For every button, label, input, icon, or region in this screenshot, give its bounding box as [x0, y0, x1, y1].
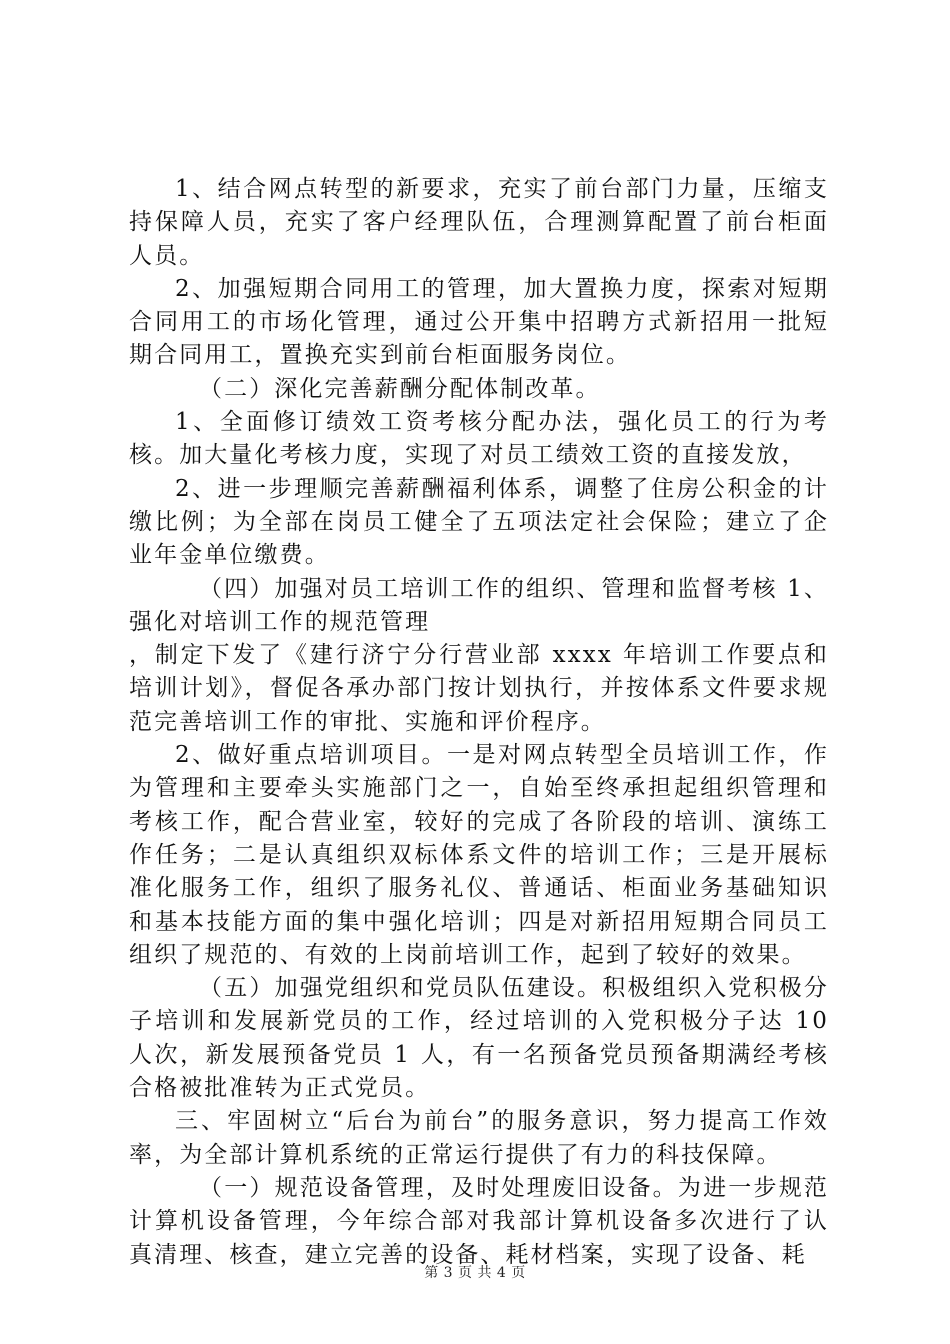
document-body [129, 173, 829, 1272]
paragraph-welfare-system: 2、进一步理顺完善薪酬福利体系，调整了住房公积金的计缴比例；为全部在岗员工健全了五项法定社会保险；建立了企业年金单位缴费。 [129, 475, 829, 569]
section-heading-party-building: （五）加强党组织和党员队伍建设。积极组织入党积极分子培训和发展新党员的工作，经过培训的入党积极分子达 10 人次，新发展预备党员 1 人，有一名预备党员预备期满经考核合格被批准转为正式党员。 [129, 975, 829, 1102]
paragraph-staffing-front-desk: 1、结合网点转型的新要求，充实了前台部门力量，压缩支持保障人员，充实了客户经理队伍，合理测算配置了前台柜面人员。 [129, 176, 829, 269]
paragraph-key-training-projects: 2、做好重点培训项目。一是对网点转型全员培训工作，作为管理和主要牵头实施部门之一，自始至终承担起组织管理和考核工作，配合营业室，较好的完成了各阶段的培训、演练工作任务；二是认真组织双标体系文件的培训工作；三是开展标准化服务工作，组织了服务礼仪、普通话、柜面业务基础知识和基本技能方面的集中强化培训；四是对新招用短期合同员工组织了规范的、有效的上岗前培训工作，起到了较好的效果。 [129, 742, 829, 968]
section-heading-training: （四）加强对员工培训工作的组织、管理和监督考核 1、强化对培训工作的规范管理 [129, 575, 829, 635]
paragraph-performance-pay: 1、全面修订绩效工资考核分配办法，强化员工的行为考核。加大量化考核力度，实现了对员工绩效工资的直接发放， [129, 409, 829, 469]
paragraph-training-plan: ，制定下发了《建行济宁分行营业部 xxxx 年培训工作要点和培训计划》，督促各承办部门按计划执行，并按体系文件要求规范完善培训工作的审批、实施和评价程序。 [129, 642, 829, 735]
section-heading-equipment-management: （一）规范设备管理，及时处理废旧设备。为进一步规范计算机设备管理，今年综合部对我部计算机设备多次进行了认真清理、核查，建立完善的设备、耗材档案，实现了设备、耗 [129, 1174, 829, 1268]
section-heading-service-awareness: 三、牢固树立“后台为前台”的服务意识，努力提高工作效率，为全部计算机系统的正常运行提供了有力的科技保障。 [129, 1108, 829, 1168]
paragraph-contract-workers: 2、加强短期合同用工的管理，加大置换力度，探索对短期合同用工的市场化管理，通过公开集中招聘方式新招用一批短期合同用工，置换充实到前台柜面服务岗位。 [129, 275, 829, 369]
section-heading-compensation-reform: （二）深化完善薪酬分配体制改革。 [199, 375, 601, 402]
page-number-footer: 第 3 页 共 4 页 [424, 1265, 526, 1281]
